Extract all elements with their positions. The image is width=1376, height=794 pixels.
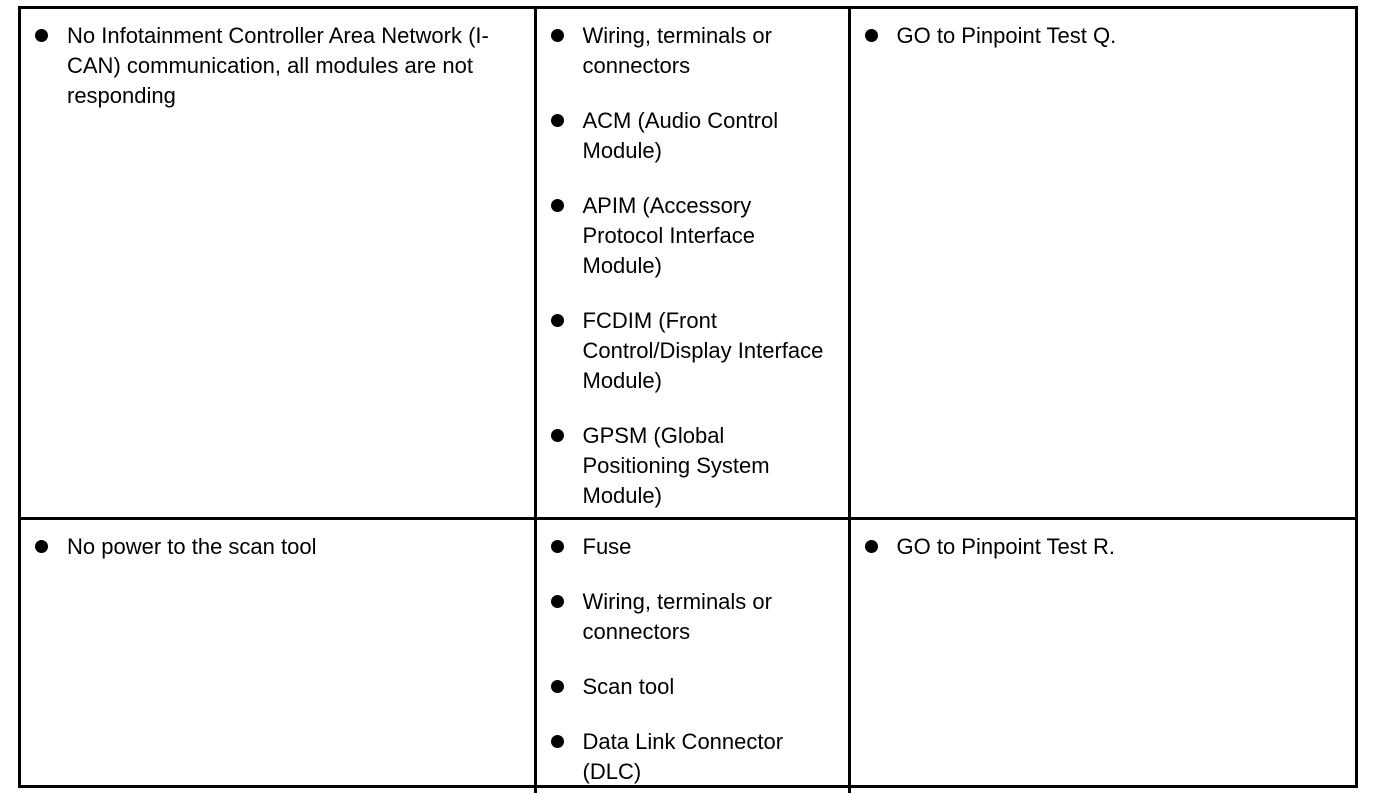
diagnostic-table bbox=[18, 6, 1358, 788]
bullet-icon bbox=[35, 540, 48, 553]
source-text: Wiring, terminals or connectors bbox=[582, 23, 772, 78]
bullet-icon bbox=[551, 540, 564, 553]
list-item bbox=[547, 532, 838, 562]
list-item bbox=[547, 191, 838, 281]
bullet-icon bbox=[865, 540, 878, 553]
list-item bbox=[861, 21, 1346, 51]
source-text: APIM (Accessory Protocol Interface Module) bbox=[582, 193, 755, 278]
table-row bbox=[21, 519, 1355, 794]
list-item bbox=[547, 421, 838, 511]
bullet-icon bbox=[551, 114, 564, 127]
bullet-icon bbox=[551, 595, 564, 608]
bullet-icon bbox=[551, 29, 564, 42]
source-text: Wiring, terminals or connectors bbox=[582, 589, 772, 644]
condition-cell bbox=[21, 9, 535, 519]
list-item bbox=[547, 587, 838, 647]
list-item bbox=[547, 106, 838, 166]
source-text: FCDIM (Front Control/Display Interface Module) bbox=[582, 308, 824, 393]
bullet-icon bbox=[551, 735, 564, 748]
action-cell bbox=[849, 9, 1355, 519]
condition-text: No Infotainment Controller Area Network (I-CAN) communication, all modules are not responding bbox=[67, 23, 489, 108]
action-text: GO to Pinpoint Test Q. bbox=[896, 23, 1117, 48]
source-text: Fuse bbox=[582, 534, 632, 559]
bullet-icon bbox=[551, 680, 564, 693]
list-item bbox=[547, 21, 838, 81]
bullet-icon bbox=[35, 29, 48, 42]
action-text: GO to Pinpoint Test R. bbox=[896, 534, 1115, 559]
action-cell bbox=[849, 519, 1355, 794]
possible-sources-cell bbox=[535, 519, 849, 794]
source-text: GPSM (Global Positioning System Module) bbox=[582, 423, 770, 508]
source-text: Scan tool bbox=[582, 674, 675, 699]
bullet-icon bbox=[551, 314, 564, 327]
list-item bbox=[547, 727, 838, 787]
condition-text: No power to the scan tool bbox=[67, 534, 317, 559]
list-item bbox=[31, 532, 524, 562]
bullet-icon bbox=[551, 199, 564, 212]
bullet-icon bbox=[865, 29, 878, 42]
source-text: ACM (Audio Control Module) bbox=[582, 108, 779, 163]
list-item bbox=[547, 672, 838, 702]
list-item bbox=[547, 306, 838, 396]
source-text: Data Link Connector (DLC) bbox=[582, 729, 784, 784]
list-item bbox=[31, 21, 524, 111]
list-item bbox=[861, 532, 1346, 562]
condition-cell bbox=[21, 519, 535, 794]
bullet-icon bbox=[551, 429, 564, 442]
possible-sources-cell bbox=[535, 9, 849, 519]
symptom-chart bbox=[21, 9, 1355, 793]
table-row bbox=[21, 9, 1355, 519]
